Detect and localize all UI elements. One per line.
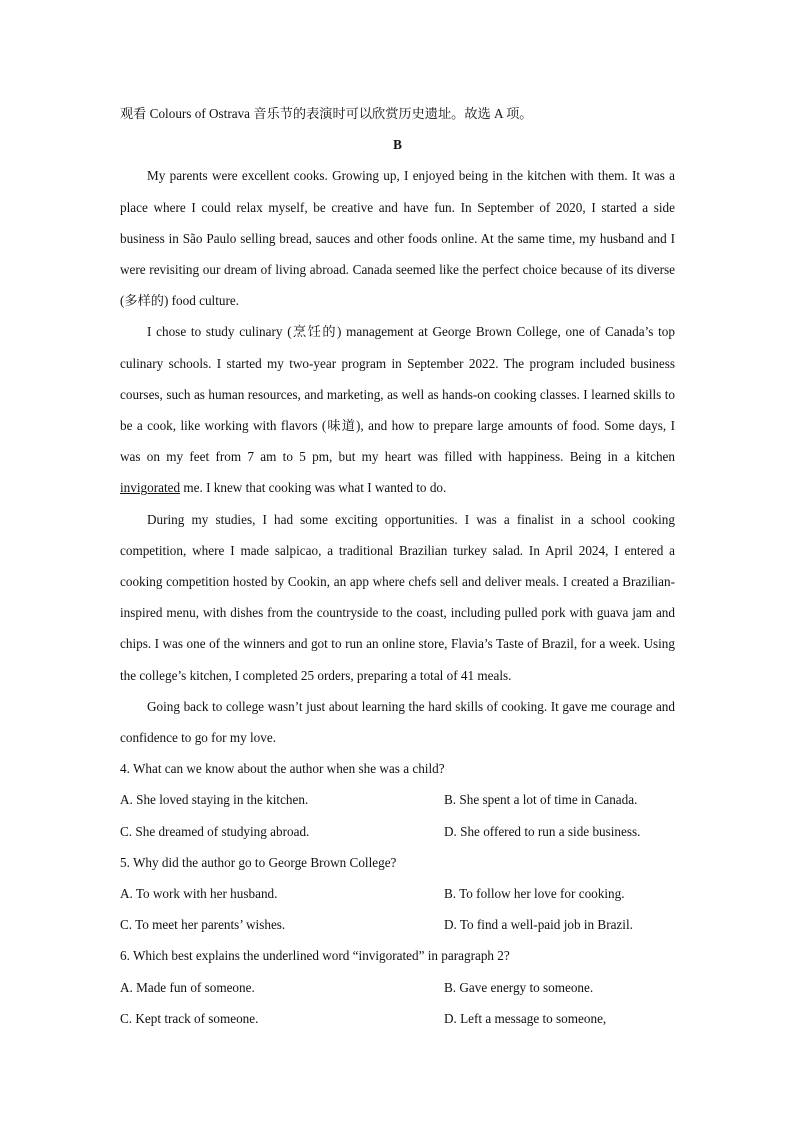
question-5-option-d: D. To find a well-paid job in Brazil.	[444, 917, 633, 933]
question-6-option-d: D. Left a message to someone,	[444, 1010, 607, 1026]
underlined-word: invigorated	[120, 480, 181, 496]
question-6-options	[120, 972, 675, 1034]
question-4-option-d: D. She offered to run a side business.	[444, 823, 641, 839]
question-4-option-a: A. She loved staying in the kitchen.	[120, 792, 309, 808]
question-4-option-c: C. She dreamed of studying abroad.	[120, 823, 310, 839]
question-6-stem: 6. Which best explains the underlined word “invigorated” in paragraph 2?	[120, 948, 510, 964]
paragraph-2-text-after: me. I knew that cooking was what I wanted to do.	[180, 480, 447, 496]
question-5-option-a: A. To work with her husband.	[120, 886, 278, 902]
paragraph-4: Going back to college wasn’t just about learning the hard skills of cooking. It gave me courage and confidence to go for my love.	[120, 698, 675, 746]
intro-line: 观看 Colours of Ostrava 音乐节的表演时可以欣赏历史遗址。故选 A 项。	[120, 106, 533, 121]
question-5-options	[120, 878, 675, 940]
question-4-options	[120, 784, 675, 846]
question-5-stem: 5. Why did the author go to George Brown College?	[120, 854, 397, 870]
question-6-option-c: C. Kept track of someone.	[120, 1010, 259, 1026]
paragraph-3: During my studies, I had some exciting opportunities. I was a finalist in a school cooking competition, where I made salpicao, a traditional Brazilian turkey salad. In April 2024, I entered a cooking competition hosted by Cookin, an app where chefs sell and deliver meals. I created a Brazilian-inspired menu, with dishes from the countryside to the coast, including pulled pork with guava jam and chips. I was one of the winners and got to run an online store, Flavia’s Taste of Brazil, for a week. Using the college’s kitchen, I completed 25 orders, preparing a total of 41 meals.	[120, 511, 675, 683]
question-5-option-b: B. To follow her love for cooking.	[444, 886, 625, 902]
question-6-option-a: A. Made fun of someone.	[120, 979, 255, 995]
section-label: B	[393, 137, 402, 153]
question-4-option-b: B. She spent a lot of time in Canada.	[444, 792, 638, 808]
document-content	[120, 98, 675, 1034]
paragraph-2	[120, 316, 675, 503]
paragraph-2-text-before: I chose to study culinary (烹饪的) management at George Brown College, one of Canada’s top culinary schools. I started my two-year program in September 2022. The program included business courses, such as human resources, and marketing, as well as hands-on cooking classes. I learned skills to be a cook, like working with flavors (味道), and how to prepare large amounts of food. Some days, I was on my feet from 7 am to 5 pm, but my heart was filled with happiness. Being in a kitchen	[120, 324, 675, 465]
paragraph-1: My parents were excellent cooks. Growing up, I enjoyed being in the kitchen with them. It was a place where I could relax myself, be creative and have fun. In September of 2020, I started a side business in São Paulo selling bread, sauces and other foods online. At the same time, my husband and I were revisiting our dream of living abroad. Canada seemed like the perfect choice because of its diverse (多样的) food culture.	[120, 168, 675, 309]
question-5-option-c: C. To meet her parents’ wishes.	[120, 917, 286, 933]
question-6-option-b: B. Gave energy to someone.	[444, 979, 594, 995]
question-4-stem: 4. What can we know about the author when she was a child?	[120, 761, 445, 777]
